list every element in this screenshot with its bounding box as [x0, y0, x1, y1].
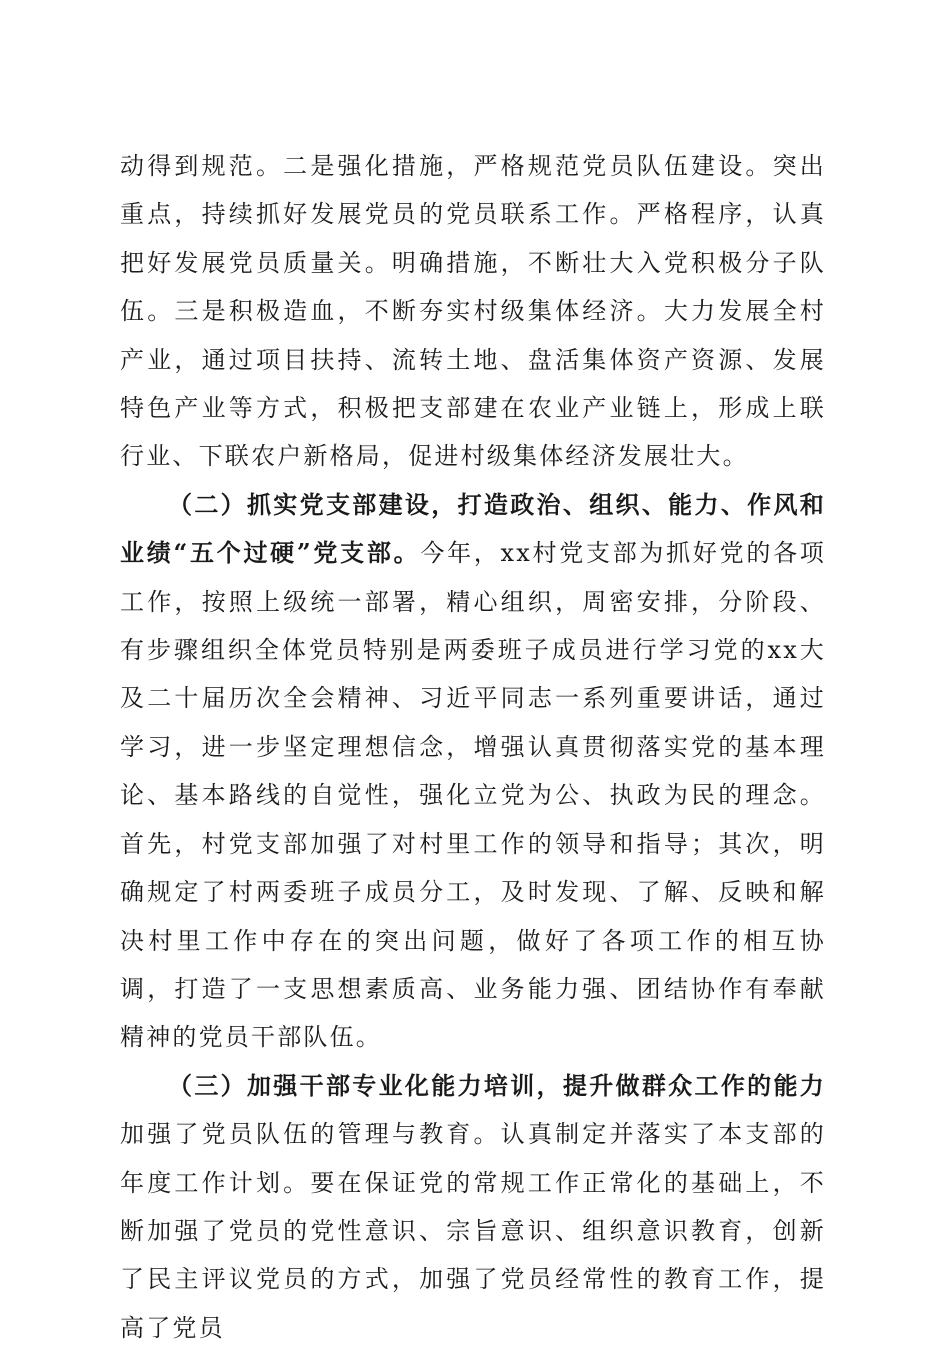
- paragraph-text: 动得到规范。二是强化措施，严格规范党员队伍建设。突出重点，持续抓好发展党员的党员联系工作。严格程序，认真把好发展党员质量关。明确措施，不断壮大入党积极分子队伍。三是积极造血，不断夯实村级集体经济。大力发展全村产业，通过项目扶持、流转土地、盘活集体资产资源、发展特色产业等方式，积极把支部建在农业产业链上，形成上联行业、下联农户新格局，促进村级集体经济发展壮大。: [120, 152, 826, 471]
- document-page: [120, 142, 826, 1352]
- paragraph-section-three: [120, 1062, 826, 1352]
- section-heading: （三）加强干部专业化能力培训，提升做群众工作的能力: [168, 1070, 826, 1100]
- paragraph-section-two: [120, 481, 826, 1062]
- section-heading: （二）抓实党支部建设，打造政治、组织、能力、作风和业绩“五个过硬”党支部。: [120, 489, 826, 568]
- paragraph-text: 今年，xx村党支部为抓好党的各项工作，按照上级统一部署，精心组织，周密安排，分阶段、有步骤组织全体党员特别是两委班子成员进行学习党的xx大及二十届历次全会精神、习近平同志一系列重要讲话，通过学习，进一步坚定理想信念，增强认真贯彻落实党的基本理论、基本路线的自觉性，强化立党为公、执政为民的理念。首先，村党支部加强了对村里工作的领导和指导；其次，明确规定了村两委班子成员分工，及时发现、了解、反映和解决村里工作中存在的突出问题，做好了各项工作的相互协调，打造了一支思想素质高、业务能力强、团结协作有奉献精神的党员干部队伍。: [120, 539, 826, 1052]
- paragraph-continuation: [120, 142, 826, 481]
- paragraph-text: 加强了党员队伍的管理与教育。认真制定并落实了本支部的年度工作计划。要在保证党的常规工作正常化的基础上，不断加强了党员的党性意识、宗旨意识、组织意识教育，创新了民主评议党员的方式，加强了党员经常性的教育工作，提高了党员: [120, 1120, 826, 1342]
